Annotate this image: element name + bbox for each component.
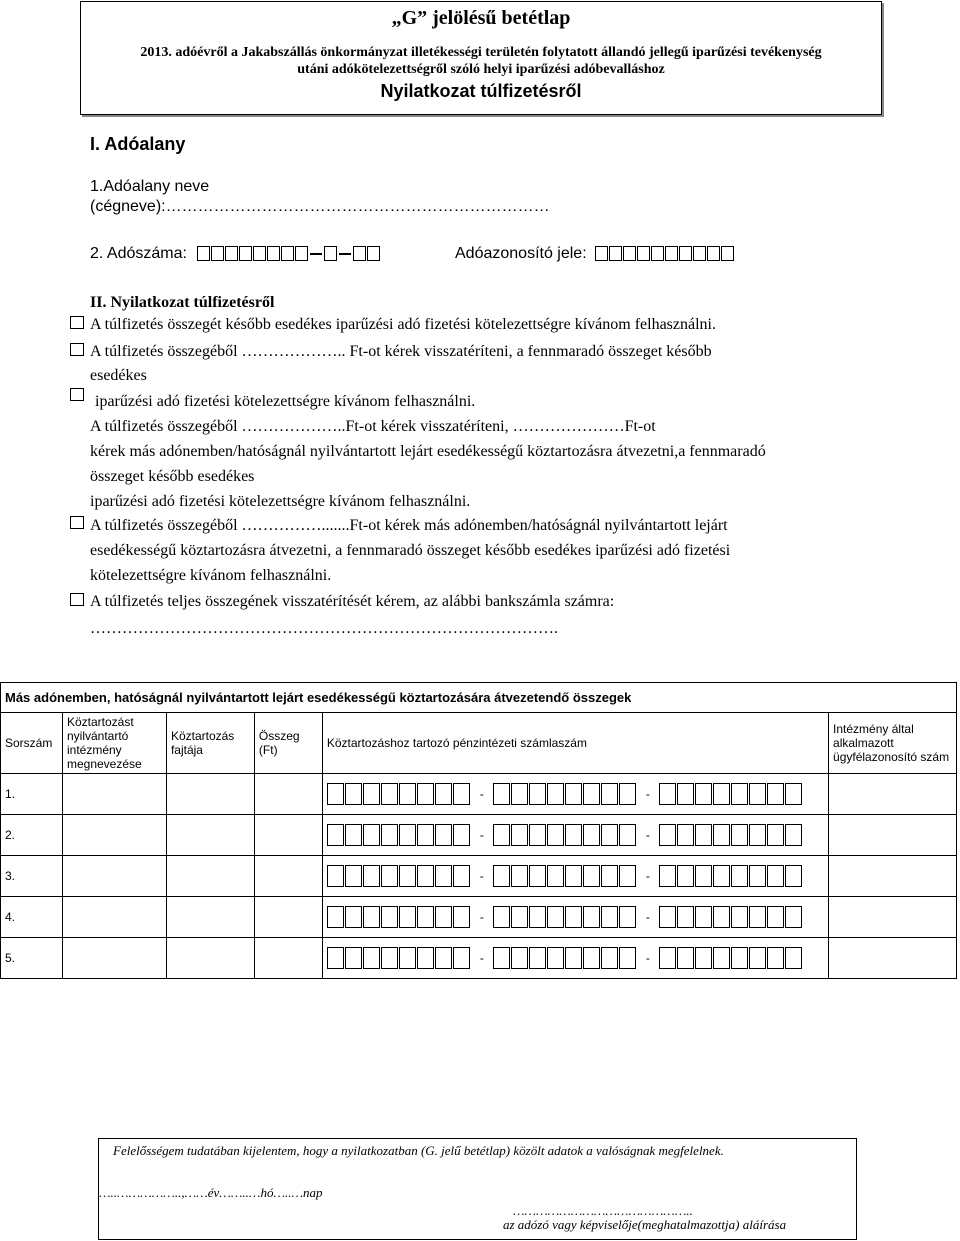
table-row — [1, 938, 957, 979]
option-2-line-2: esedékes — [90, 367, 147, 384]
table-row — [1, 815, 957, 856]
row-number: 2. — [1, 815, 63, 856]
col-osszeg: Összeg (Ft) — [254, 713, 322, 774]
section-1-heading: I. Adóalany — [90, 134, 186, 154]
option-3-line-1: A túlfizetés összegéből ………………..Ft-ot kérek visszatéríteni, …………………Ft-ot — [90, 418, 656, 435]
footer-declaration-box — [98, 1138, 857, 1240]
institution-cell[interactable] — [62, 856, 166, 897]
option-3-line-2: kérek más adónemben/hatóságnál nyilvántartott lejárt esedékességű köztartozásra átvezetni,a fennmaradó — [90, 443, 766, 460]
debt-transfer-table — [0, 682, 957, 979]
account-cell[interactable] — [322, 856, 828, 897]
row-number: 5. — [1, 938, 63, 979]
client-id-cell[interactable] — [829, 856, 957, 897]
table-row — [1, 856, 957, 897]
amount-cell[interactable] — [254, 856, 322, 897]
row-number: 3. — [1, 856, 63, 897]
account-cell[interactable] — [322, 938, 828, 979]
footer-statement: Felelősségem tudatában kijelentem, hogy a nyilatkozatban (G. jelű betétlap) közölt adatok a valóságnak megfelelnek. — [113, 1143, 724, 1158]
client-id-cell[interactable] — [829, 938, 957, 979]
option-5-checkbox[interactable] — [70, 593, 84, 606]
tax-id-label: Adóazonosító jele: — [455, 245, 587, 262]
col-ugyfel: Intézmény által alkalmazott ügyfélazonosító szám — [829, 713, 957, 774]
option-3-line-4: iparűzési adó fizetési kötelezettségre kívánom felhasználni. — [90, 493, 471, 510]
amount-cell[interactable] — [254, 774, 322, 815]
page-title: „G” jelölésű betétlap — [391, 7, 571, 29]
option-4-line-2: esedékességű köztartozásra átvezetni, a fennmaradó összeget később esedékes iparűzési adó fizetési — [90, 542, 731, 559]
institution-cell[interactable] — [62, 938, 166, 979]
account-cell[interactable] — [322, 897, 828, 938]
account-cell[interactable] — [322, 815, 828, 856]
table-row — [1, 897, 957, 938]
name-field[interactable]: (cégneve):……………………………………………………………… — [90, 198, 550, 215]
title-box — [80, 1, 882, 115]
account-dash: - — [479, 951, 484, 965]
institution-cell[interactable] — [62, 897, 166, 938]
section-2-heading: II. Nyilatkozat túlfizetésről — [90, 294, 275, 311]
row-number: 4. — [1, 897, 63, 938]
type-cell[interactable] — [166, 815, 254, 856]
amount-cell[interactable] — [254, 897, 322, 938]
type-cell[interactable] — [166, 938, 254, 979]
signature-line[interactable]: ……………………………………….. — [513, 1203, 693, 1218]
institution-cell[interactable] — [62, 774, 166, 815]
client-id-cell[interactable] — [829, 774, 957, 815]
option-2-line-1: A túlfizetés összegéből ……………….. Ft-ot kérek visszatéríteni, a fennmaradó összeget később — [90, 343, 712, 360]
tax-number-boxes[interactable] — [197, 246, 308, 261]
tax-number-row — [90, 245, 380, 263]
col-fajta: Köztartozás fajtája — [166, 713, 254, 774]
account-dash: - — [645, 828, 650, 842]
option-3-checkbox[interactable] — [70, 388, 84, 401]
account-dash: - — [479, 787, 484, 801]
subtitle-line-1: 2013. adóévről a Jakabszállás önkormányzat illetékességi területén folytatott állandó jellegű iparűzési tevékenység — [140, 45, 822, 60]
name-label: 1.Adóalany neve — [90, 178, 210, 195]
table-row — [1, 774, 957, 815]
account-dash: - — [479, 910, 484, 924]
account-dash: - — [479, 869, 484, 883]
bank-account-field[interactable]: ……………………………………………………………………………. — [90, 620, 558, 637]
tax-id-boxes[interactable] — [595, 246, 734, 261]
type-cell[interactable] — [166, 856, 254, 897]
subtitle-line-2: utáni adókötelezettségről szóló helyi iparűzési adóbevalláshoz — [297, 62, 665, 77]
row-number: 1. — [1, 774, 63, 815]
account-dash: - — [645, 951, 650, 965]
col-sorszam: Sorszám — [1, 713, 63, 774]
account-dash: - — [479, 828, 484, 842]
option-4-line-1: A túlfizetés összegéből …………….......Ft-ot kérek más adónemben/hatóságnál nyilvántartott lejárt — [90, 517, 728, 534]
signature-label: az adózó vagy képviselője(meghatalmazottja) aláírása — [503, 1217, 787, 1232]
amount-cell[interactable] — [254, 815, 322, 856]
option-3-line-3: összeget később esedékes — [90, 468, 255, 485]
amount-cell[interactable] — [254, 938, 322, 979]
col-intezmeny: Köztartozást nyilvántartó intézmény megnevezése — [62, 713, 166, 774]
subtitle — [81, 44, 881, 78]
option-4-checkbox[interactable] — [70, 516, 84, 529]
option-2-line-3: iparűzési adó fizetési kötelezettségre kívánom felhasználni. — [95, 393, 476, 410]
tax-id-row — [455, 245, 734, 263]
client-id-cell[interactable] — [829, 815, 957, 856]
client-id-cell[interactable] — [829, 897, 957, 938]
option-5-text: A túlfizetés teljes összegének visszatérítését kérem, az alábbi bankszámla számra: — [90, 593, 615, 610]
option-1-checkbox[interactable] — [70, 316, 84, 329]
type-cell[interactable] — [166, 774, 254, 815]
type-cell[interactable] — [166, 897, 254, 938]
col-szamla: Köztartozáshoz tartozó pénzintézeti számlaszám — [322, 713, 828, 774]
table-title: Más adónemben, hatóságnál nyilvántartott lejárt esedékességű köztartozására átvezetendő összegek — [1, 683, 957, 713]
institution-cell[interactable] — [62, 815, 166, 856]
account-dash: - — [645, 910, 650, 924]
tax-number-county-boxes[interactable] — [353, 246, 380, 261]
tax-number-vat-box[interactable] — [324, 246, 337, 261]
account-dash: - — [645, 787, 650, 801]
date-field[interactable]: …..……………..,……év……..…hó…..…nap — [99, 1185, 323, 1200]
declaration-title: Nyilatkozat túlfizetésről — [380, 81, 582, 101]
account-cell[interactable] — [322, 774, 828, 815]
option-1-text: A túlfizetés összegét később esedékes iparűzési adó fizetési kötelezettségre kívánom felhasználni. — [90, 316, 716, 333]
tax-number-label: 2. Adószáma: — [90, 245, 187, 262]
option-4-line-3: kötelezettségre kívánom felhasználni. — [90, 567, 332, 584]
option-2-checkbox[interactable] — [70, 343, 84, 356]
account-dash: - — [645, 869, 650, 883]
